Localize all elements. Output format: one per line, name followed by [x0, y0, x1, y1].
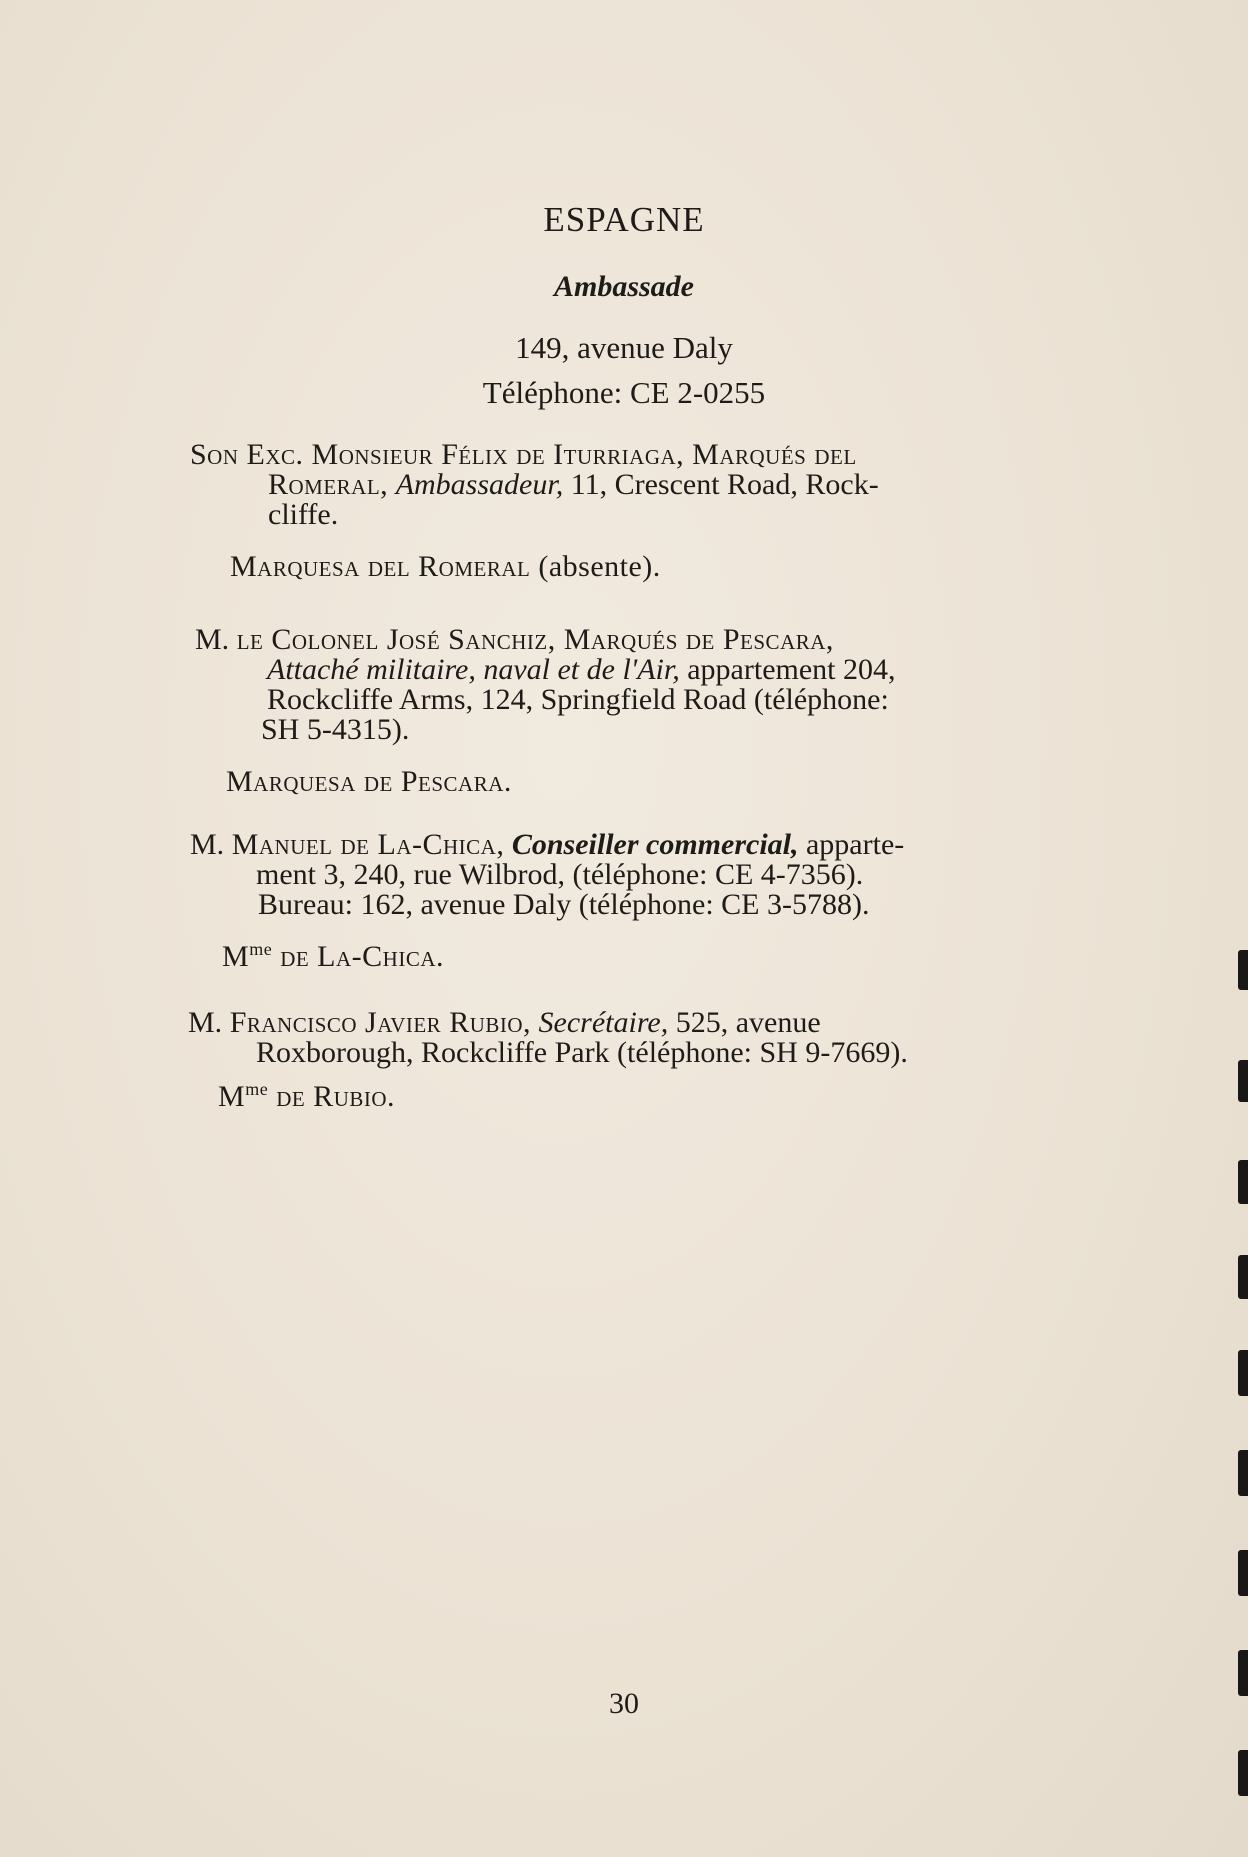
entry-line: SH 5-4315). — [261, 713, 410, 746]
entry-line: Romeral, Ambassadeur, 11, Crescent Road, Rock- — [268, 468, 879, 501]
entry-line: Rockcliffe Arms, 124, Springfield Road (téléphone: — [267, 683, 889, 716]
binding-ring — [1238, 1060, 1248, 1102]
spouse-line: $M^{me}$ de Rubio. — [218, 1079, 396, 1113]
embassy-phone: Téléphone: CE 2-0255 — [482, 375, 766, 410]
binding-ring — [1238, 1255, 1248, 1299]
binding-ring — [1238, 950, 1248, 990]
entry-line: cliffe. — [268, 498, 339, 531]
binding-ring — [1238, 1550, 1248, 1596]
binding-ring — [1238, 1450, 1248, 1496]
embassy-address: 149, avenue Daly — [515, 330, 733, 365]
entry-line: Son Exc. Monsieur Félix de Iturriaga, Marqués del — [190, 438, 857, 471]
page-number: 30 — [609, 1687, 639, 1720]
entry-military-attache — [195, 625, 1115, 745]
entry-commercial-counsellor — [190, 830, 1110, 920]
binding-ring — [1238, 1350, 1248, 1396]
entry-line: Bureau: 162, avenue Daly (téléphone: CE 3-5788). — [258, 888, 870, 921]
entry-line: M. Francisco Javier Rubio, Secrétaire, 525, avenue — [188, 1006, 821, 1039]
spouse-line: Marquesa de Pescara. — [226, 765, 512, 798]
spouse-line: $M^{me}$ de La-Chica. — [222, 939, 445, 973]
entry-ambassador — [190, 440, 1110, 530]
binding-ring — [1238, 1650, 1248, 1696]
binding-ring — [1238, 1750, 1248, 1796]
entry-line: M. le Colonel José Sanchiz, Marqués de Pescara, — [195, 623, 834, 656]
binding-ring — [1238, 1160, 1248, 1204]
section-subtitle: Ambassade — [553, 270, 694, 303]
spouse-line: Marquesa del Romeral (absente). — [230, 550, 661, 583]
entry-line: Roxborough, Rockcliffe Park (téléphone: SH 9-7669). — [256, 1036, 908, 1069]
entry-line: ment 3, 240, rue Wilbrod, (téléphone: CE 4-7356). — [256, 858, 864, 891]
country-title: ESPAGNE — [543, 200, 705, 239]
entry-line: M. Manuel de La-Chica, Conseiller commercial, apparte- — [190, 828, 905, 861]
entry-secretary — [188, 1008, 1108, 1068]
entry-line: Attaché militaire, naval et de l'Air, appartement 204, — [267, 653, 896, 686]
